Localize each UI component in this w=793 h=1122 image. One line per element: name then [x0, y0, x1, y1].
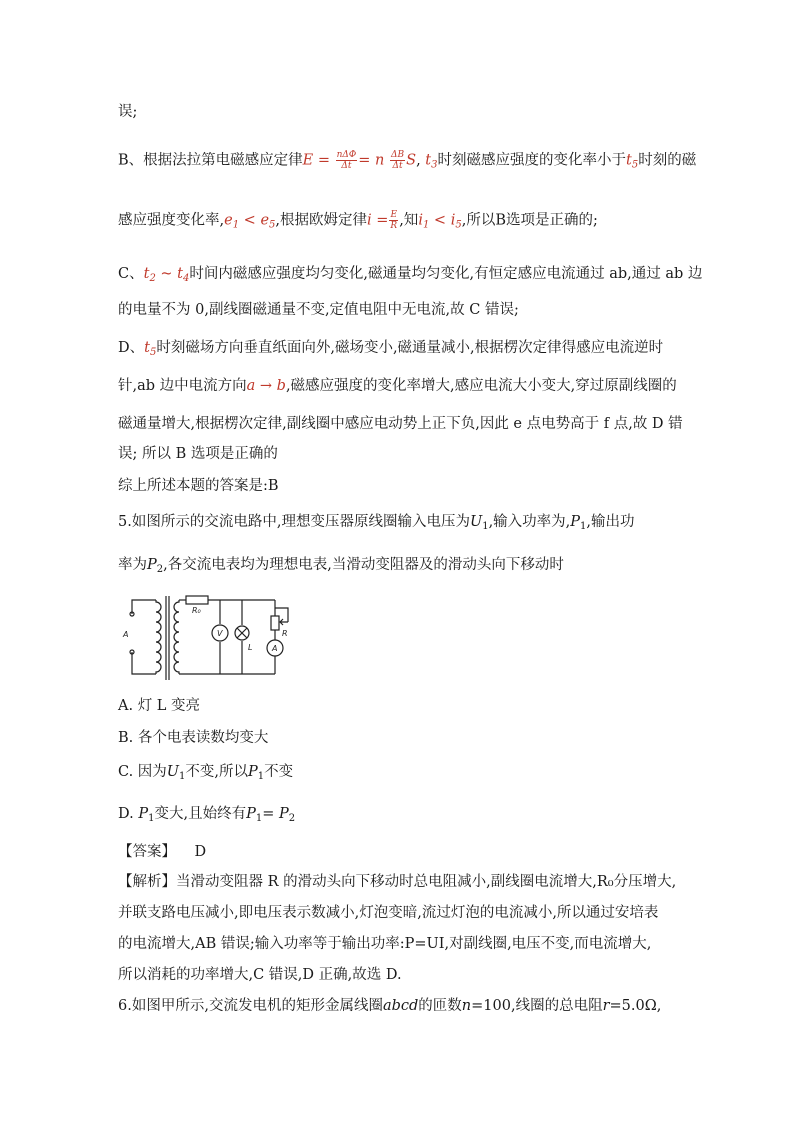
label-r: R	[282, 629, 288, 638]
label-ammeter: A	[272, 644, 278, 653]
wire-primary-bottom	[132, 652, 156, 674]
choice-c: C. 因为$U_1$不变,所以$P_1$不变	[118, 764, 294, 782]
option-c-line-2: 的电量不为 0,副线圈磁通量不变,定值电阻中无电流,故 C 错误;	[118, 302, 519, 318]
analysis-label: 【解析】	[118, 874, 176, 890]
rheostat	[271, 616, 279, 630]
q5-line-2: 率为$P_2$,各交流电表均为理想电表,当滑动变阻器及的滑动头向下移动时	[118, 557, 564, 575]
fraction-field: $\frac{\Delta B}{\Delta t}$	[391, 150, 405, 171]
option-d-line-3: 磁通量增大,根据楞次定律,副线圈中感应电动势上正下负,因此 e 点电势高于 f 点,故 D 错	[118, 416, 683, 432]
choice-b: B. 各个电表读数均变大	[118, 730, 269, 746]
line-wrong: 误;	[118, 104, 138, 120]
q5-line-1: 5.如图所示的交流电路中,理想变压器原线圈输入电压为$U_1$,输入功率为$,P_1$,输出功	[118, 514, 635, 532]
answer	[118, 842, 206, 862]
formula-lhs: E =	[302, 152, 330, 169]
answer-label: 【答案】	[118, 844, 176, 860]
option-d-line-1: D、$t_5$时刻磁场方向垂直纸面向外,磁场变小,磁通量减小,根据楞次定律得感应电流逆时	[118, 340, 664, 358]
lamp-cross	[237, 628, 247, 638]
answer-value: D	[194, 844, 207, 860]
analysis-line-1: 【解析】当滑动变阻器 R 的滑动头向下移动时总电阻减小,副线圈电流增大,R₀分压增大,	[118, 874, 677, 890]
option-d-line-4: 误; 所以 B 选项是正确的	[118, 446, 278, 462]
transformer-circuit-diagram	[120, 592, 298, 684]
choice-d: D. $P_1$变大,且始终有$P_1= P_2$	[118, 806, 296, 824]
label-a: A	[123, 630, 129, 639]
secondary-coil	[174, 600, 179, 674]
label-r0: R₀	[192, 606, 201, 615]
resistor-r0	[186, 596, 208, 604]
fraction-flux: $\frac{\text{nΔΦ}}{\Delta t}$	[336, 150, 357, 171]
label-l: L	[248, 643, 253, 652]
choice-a: A. 灯 L 变亮	[118, 698, 201, 714]
summary: 综上所述本题的答案是:B	[118, 478, 279, 494]
primary-coil	[156, 600, 161, 674]
analysis-line-3: 的电流增大,AB 错误;输入功率等于输出功率:P=UI,对副线圈,电压不变,而电流增大,	[118, 936, 652, 952]
option-b-line-2: 感应强度变化率$,e_1 < e_5$,根据欧姆定律i = $\frac{E}{R}$ ,知$i_1 < i_5$,所以B选项是正确的;	[118, 210, 598, 231]
wire-primary-top	[132, 600, 156, 614]
label-v: V	[217, 629, 223, 638]
option-b-line-1: B、根据法拉第电磁感应定律E = $\frac{\text{nΔΦ}}{\Delta t}$ = n $\frac{\Delta B}{\Delta t}$ S, $t_3$时刻磁感应强度的变化率小于$t_5$时刻的磁	[118, 150, 697, 171]
q6-line: 6.如图甲所示,交流发电机的矩形金属线圈abcd的匝数n=100,线圈的总电阻r=5.0Ω,	[118, 998, 662, 1014]
analysis-line-4: 所以消耗的功率增大,C 错误,D 正确,故选 D.	[118, 967, 402, 983]
option-c-line-1: C、$t_2$ ~ $t_4$时间内磁感应强度均匀变化,磁通量均匀变化,有恒定感应电流通过 ab,通过 ab 边	[118, 266, 703, 284]
fraction-ohm: $\frac{E}{R}$	[390, 210, 398, 231]
option-d-line-2: 针,ab 边中电流方向a → b,磁感应强度的变化率增大,感应电流大小变大,穿过原副线圈的	[118, 378, 677, 394]
analysis-line-2: 并联支路电压减小,即电压表示数减小,灯泡变暗,流过灯泡的电流减小,所以通过安培表	[118, 905, 659, 921]
